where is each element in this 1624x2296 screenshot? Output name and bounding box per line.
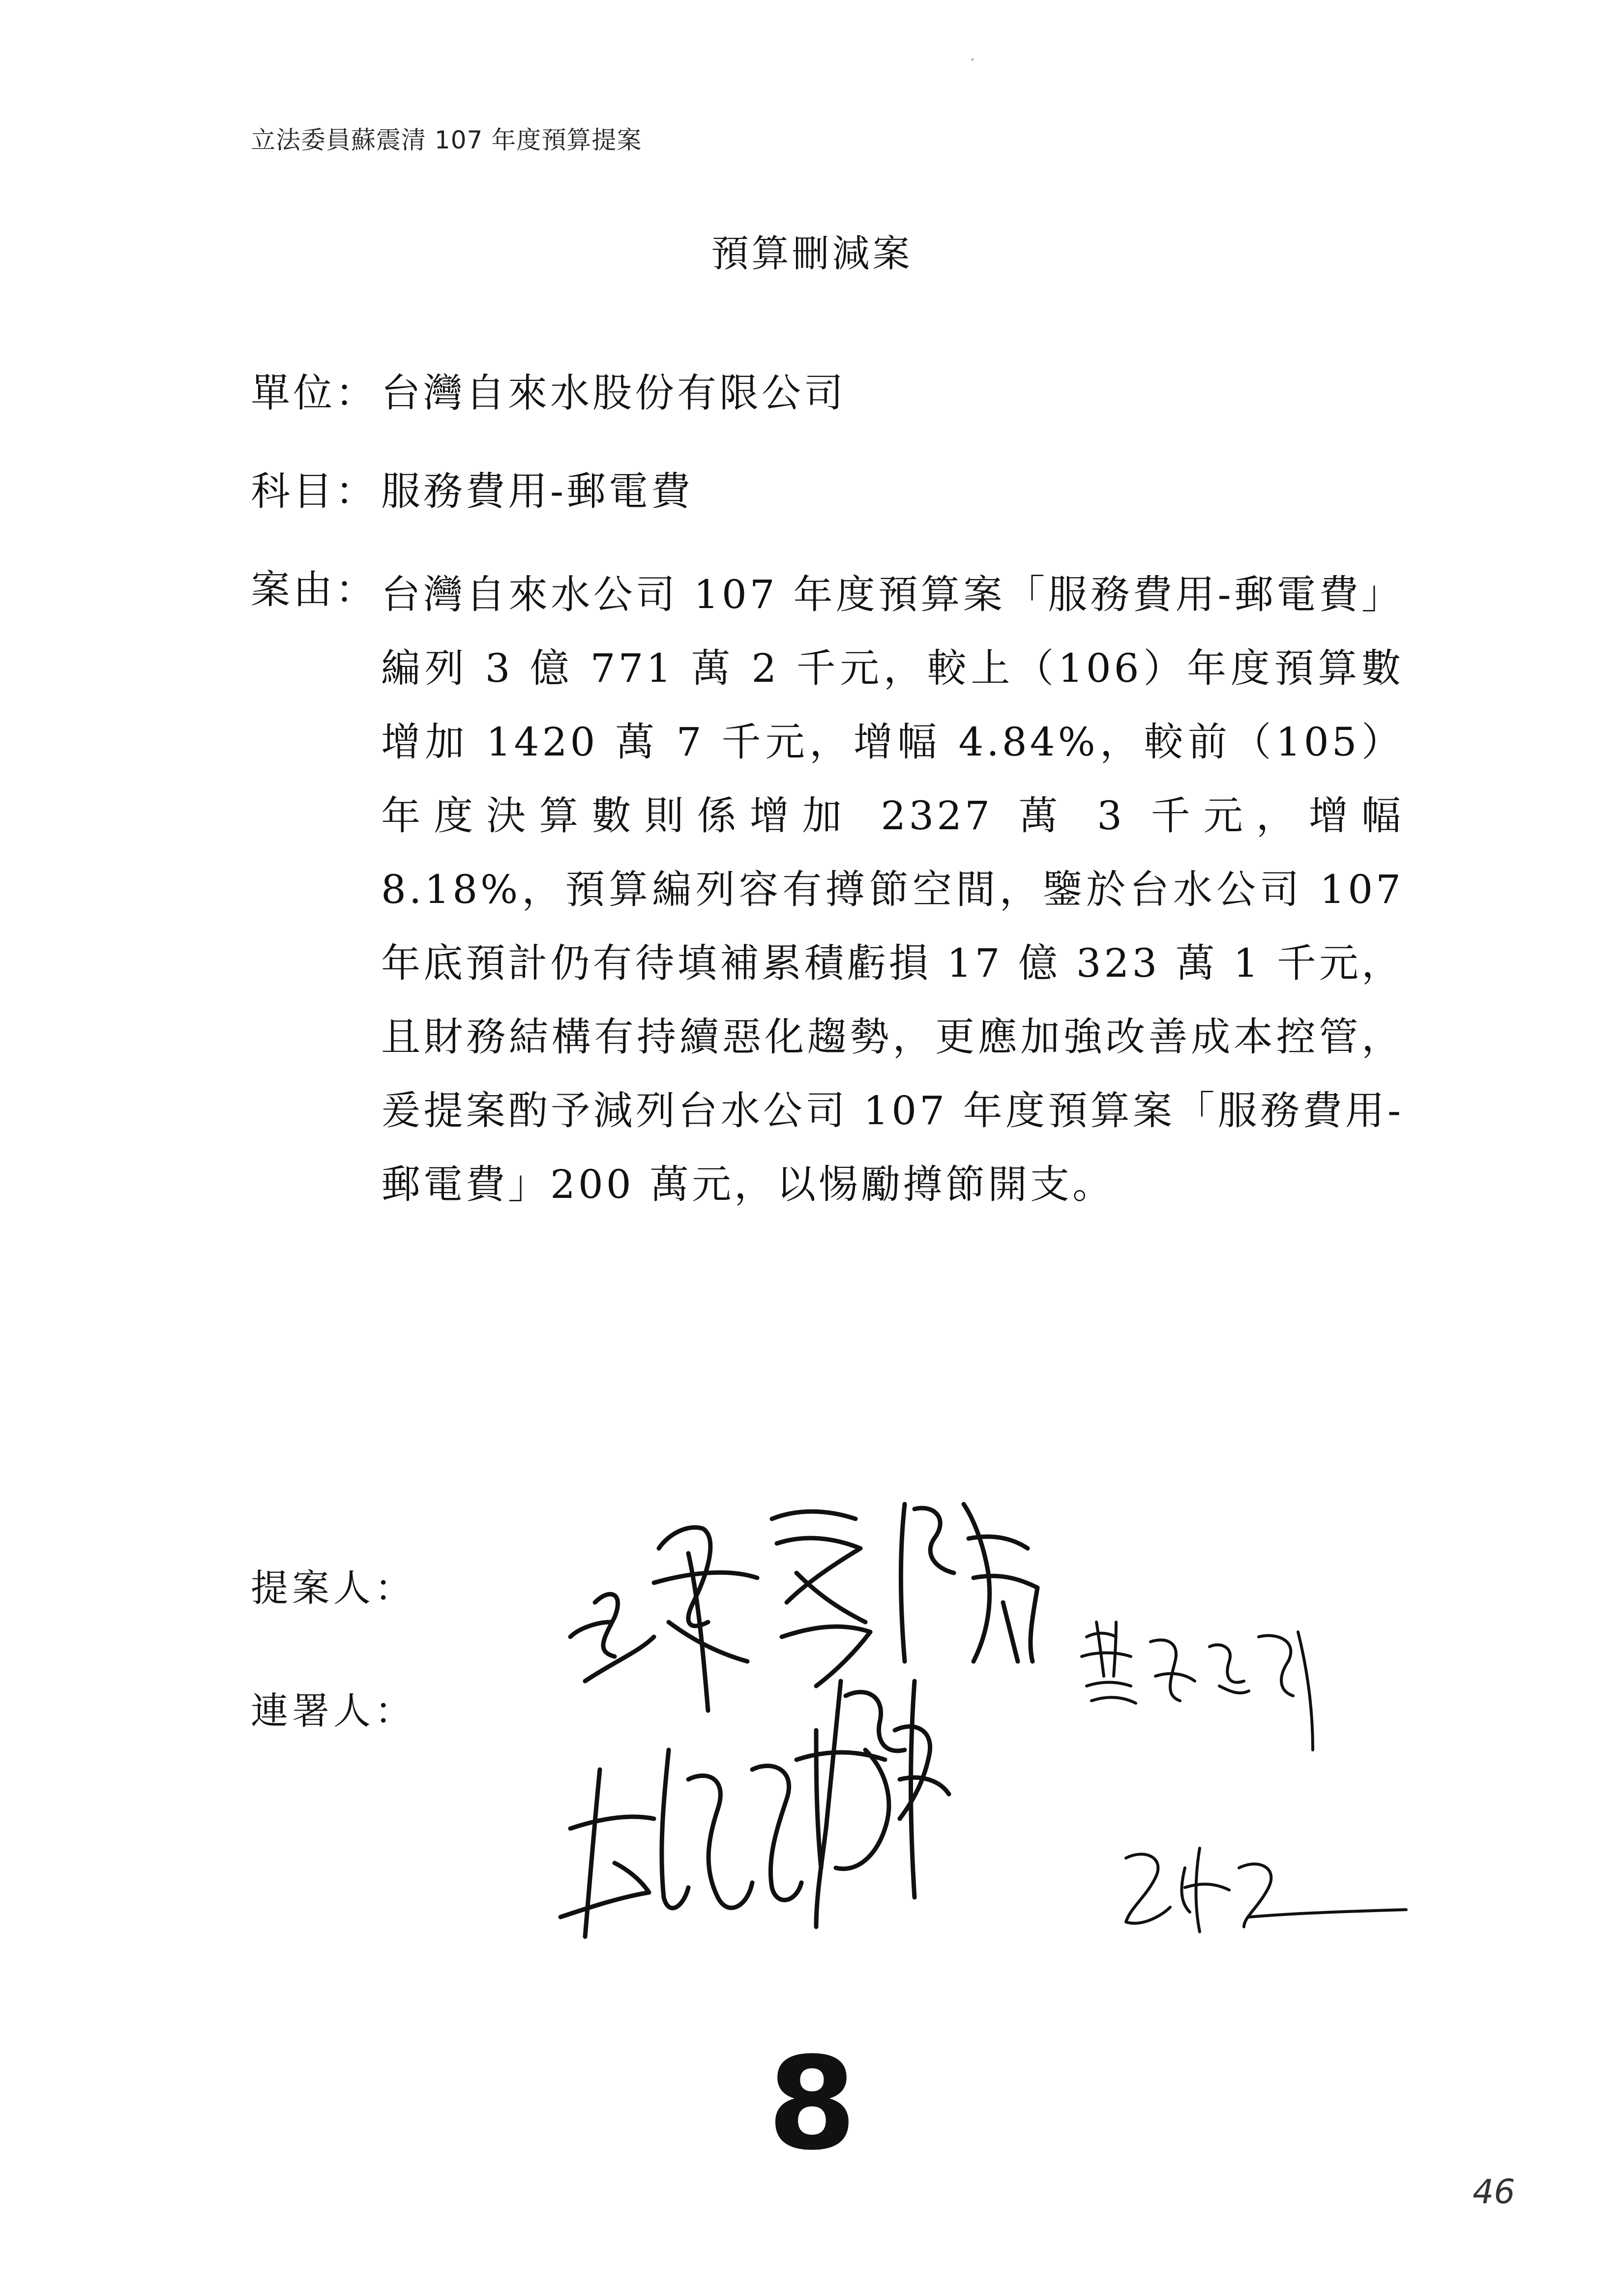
cosigner-signature-2: [1082, 1622, 1313, 1750]
document-header: 立法委員蘇震清 107 年度預算提案: [251, 126, 642, 154]
handwritten-signatures: [541, 1475, 1524, 1991]
cosigner-signature-3: [1126, 1848, 1406, 1932]
proposer-signature: [570, 1504, 1037, 1711]
proposer-label: 提案人：: [251, 1566, 416, 1610]
reason-label: 案由：: [251, 567, 378, 612]
scan-speck: [971, 58, 974, 61]
cosigner-label: 連署人：: [251, 1689, 416, 1733]
reason-text: 台灣自來水公司 107 年度預算案「服務費用-郵電費」編列 3 億 771 萬 2 千元，較上（106）年度預算數增加 1420 萬 7 千元，增幅 4.84%，較前（105）年度決算數則係增加 2327 萬 3 千元，增幅 8.18%，預算編列容有撙節空間，鑒於台水公司 107 年底預計仍有待填補累積虧損 17 億 323 萬 1 千元，且財務結構有持續惡化趨勢，更應加強改善成本控管，爰提案酌予減列台水公司 107 年度預算案「服務費用-郵電費」200 萬元，以惕勵撙節開支。: [381, 572, 1404, 1207]
subject-value: 服務費用-郵電費: [381, 468, 694, 514]
unit-value: 台灣自來水股份有限公司: [381, 370, 846, 416]
subject-label: 科目：: [251, 468, 378, 514]
page-number: 8: [768, 2030, 856, 2179]
cosigner-signature-1: [561, 1681, 949, 1937]
document-title: 預算刪減案: [711, 232, 913, 275]
unit-label: 單位：: [251, 370, 378, 416]
handwritten-folio-number: 46: [1473, 2173, 1515, 2211]
